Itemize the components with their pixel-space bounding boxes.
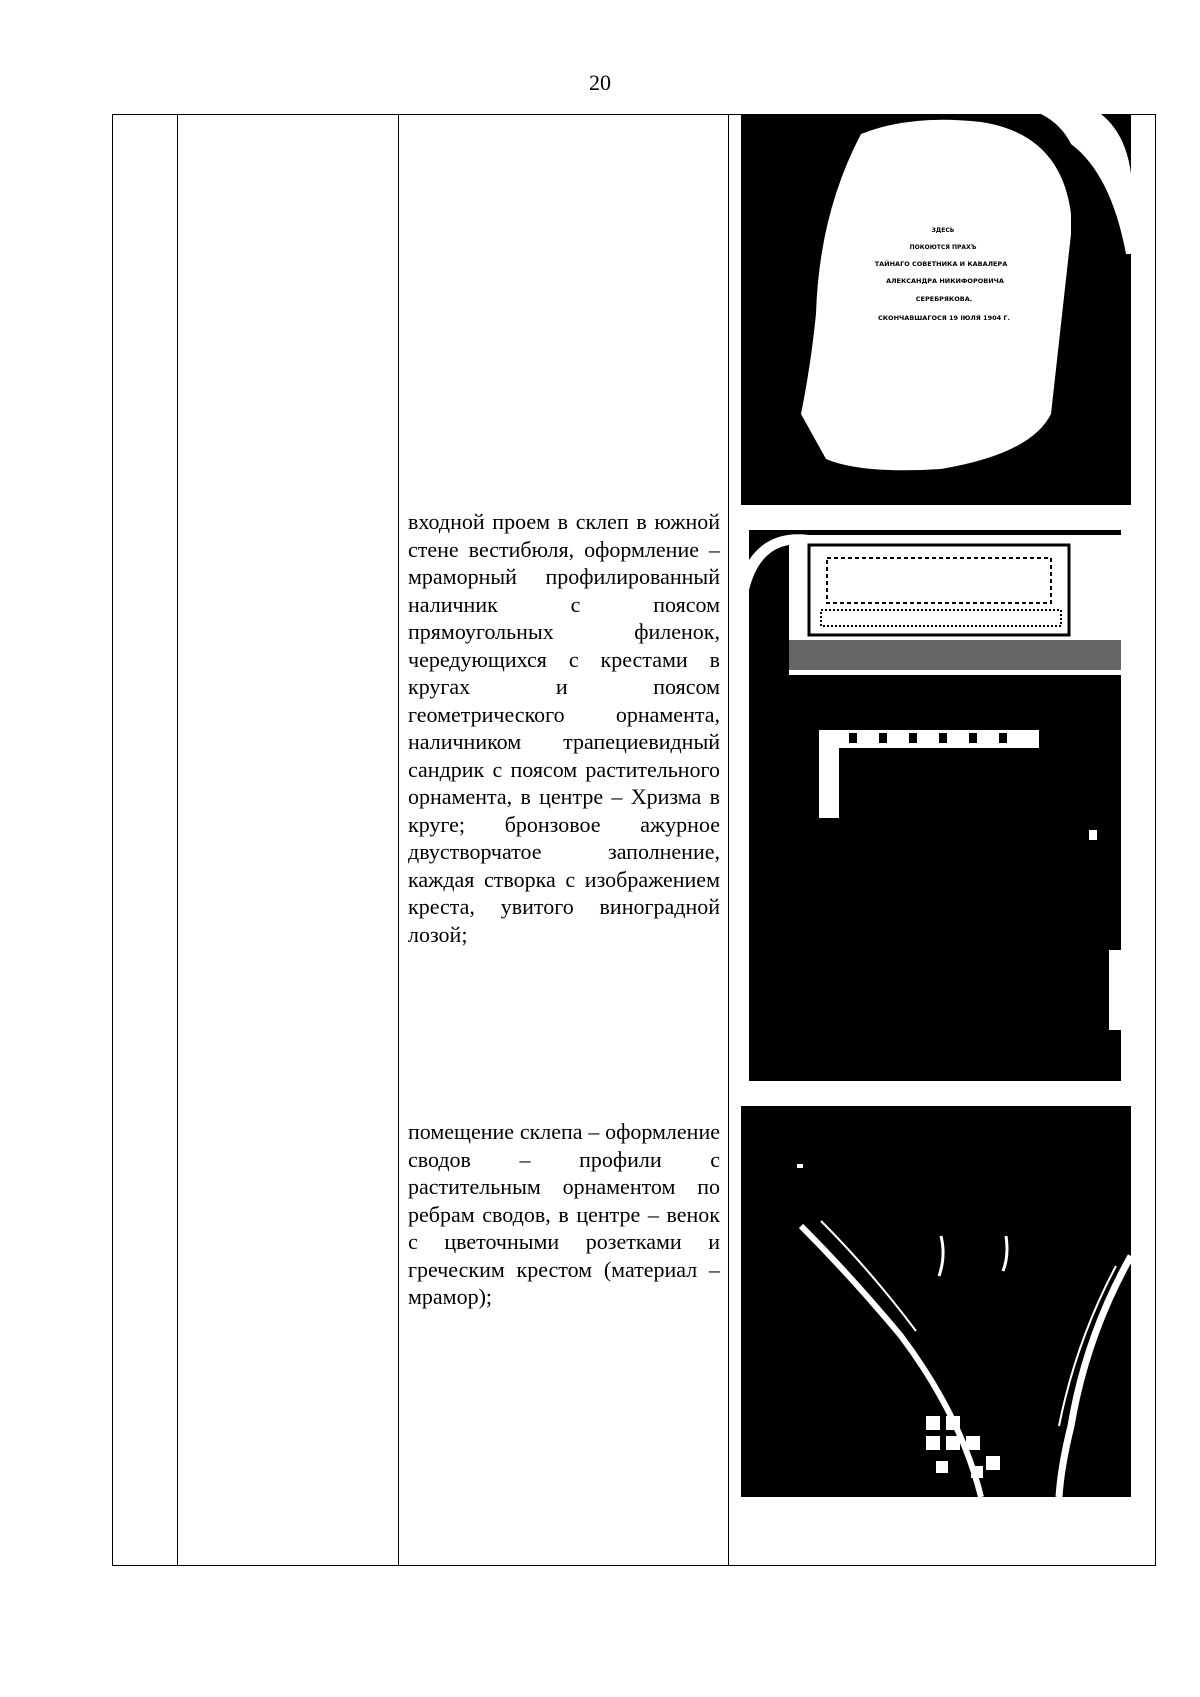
column-divider-2 [398,115,399,1565]
photo-memorial-plaque [741,114,1131,505]
photo-crypt-entrance [749,530,1121,1081]
column-divider-3 [728,115,729,1565]
plaque-line-4: АЛЕКСАНДРА НИКИФОРОВИЧА [886,277,1004,285]
plaque-line-5: СЕРЕБРЯКОВА. [915,295,973,303]
photo-crypt-vaults [741,1106,1131,1497]
plaque-line-3: ТАЙНАГО СОВЕТНИКА И КАВАЛЕРА [874,260,1008,268]
column-divider-1 [177,115,178,1565]
plaque-line-1: ЗДЕСЬ [931,227,955,234]
entry-text-entrance: входной проем в склеп в южной стене вестибюля, оформление – мраморный профилированный наличник с поясом прямоугольных филенок, чередующихся с крестами в кругах и поясом геометрического орнамента, наличником трапециевидный сандрик с поясом растительного орнамента, в центре – Хризма в круге; бронзовое ажурное двустворчатое заполнение, каждая створка с изображением креста, увитого виноградной лозой; [408,509,720,947]
plaque-line-2: ПОКОЮТСЯ ПРАХЪ [909,244,977,251]
page-number: 20 [589,70,611,95]
plaque-line-6: СКОНЧАВШАГОСЯ 19 ІЮЛЯ 1904 Г. [877,314,1011,322]
entry-text-crypt-room: помещение склепа – оформление сводов – профили с растительным орнаментом по ребрам сводов, в центре – венок с цветочными розетками и греческим крестом (материал – мрамор); [408,1119,720,1309]
